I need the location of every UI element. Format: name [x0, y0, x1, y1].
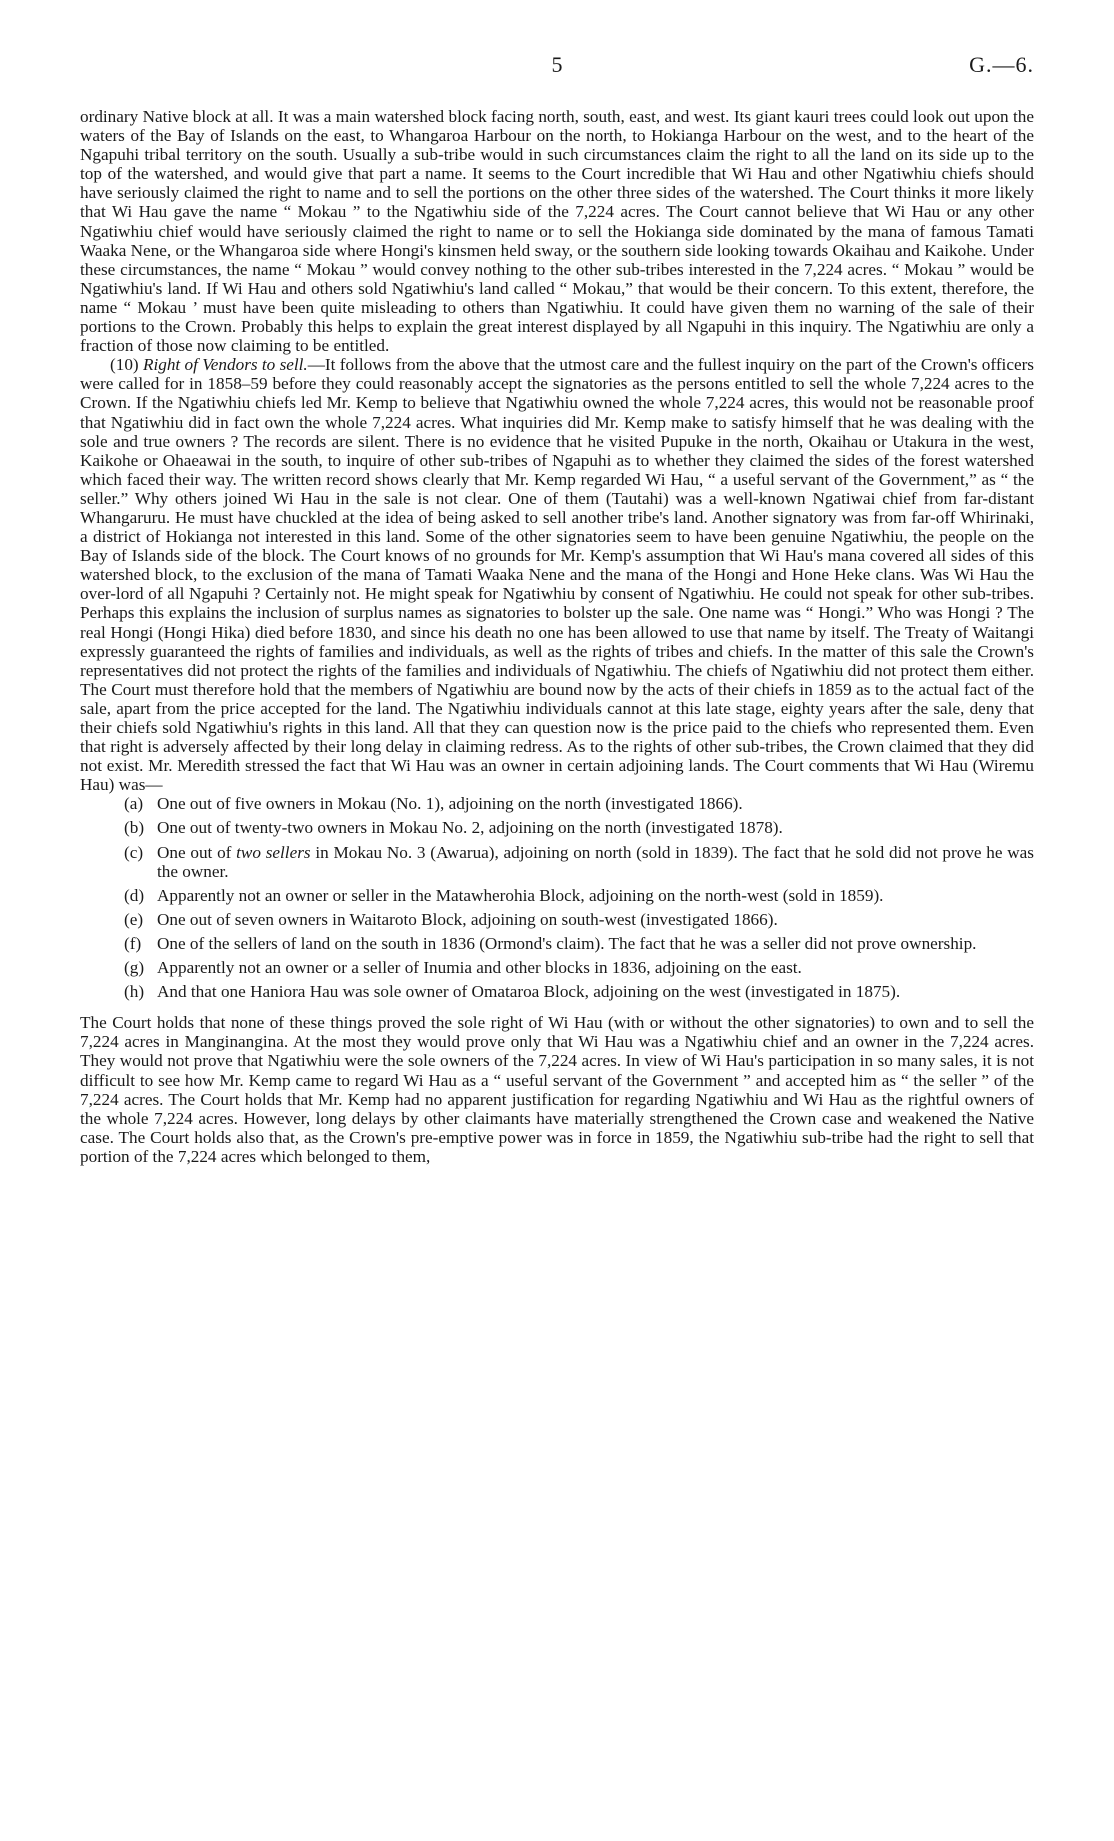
page-header	[80, 52, 1034, 82]
list-item-text: Apparently not an owner or a seller of Inumia and other blocks in 1836, adjoining on the east.	[157, 958, 802, 978]
page-number: 5	[551, 52, 563, 77]
list-item	[80, 818, 1034, 837]
list-item-text: One out of twenty-two owners in Mokau No. 2, adjoining on the north (investigated 1878).	[157, 818, 783, 838]
list-item	[80, 886, 1034, 905]
paragraph-3: The Court holds that none of these things proved the sole right of Wi Hau (with or without the other signatories) to own and to sell the 7,224 acres in Manginangina. At the most they would prove only that Wi Hau was a Ngatiwhiu chief and an owner in the 7,224 acres. They would not prove that Ngatiwhiu were the sole owners of the 7,224 acres. In view of Wi Hau's participation in so many sales, it is not difficult to see how Mr. Kemp came to regard Wi Hau as a “ useful servant of the Government ” and accepted him as “ the seller ” of the 7,224 acres. The Court holds that Mr. Kemp had no apparent justification for regarding Ngatiwhiu and Wi Hau as the rightful owners of the whole 7,224 acres. However, long delays by other claimants have materially strengthened the Crown case and weakened the Native case. The Court holds also that, as the Crown's pre-emptive power was in force in 1859, the Ngatiwhiu sub-tribe had the right to sell that portion of the 7,224 acres which belonged to them,	[80, 1013, 1034, 1166]
list-item	[80, 910, 1034, 929]
list-item-text: One of the sellers of land on the south in 1836 (Ormond's claim). The fact that he was a seller did not prove ownership.	[157, 933, 977, 953]
adjoining-lands-list	[80, 794, 1034, 1001]
list-item-label: (c)	[124, 842, 144, 862]
list-item-text-pre: One out of	[157, 842, 237, 862]
list-item-label: (a)	[124, 794, 144, 814]
body-text	[80, 107, 1034, 1166]
list-item-text-post: in Mokau No. 3 (Awarua), adjoining on north (sold in 1839). The fact that he sold did not prove he was the owner.	[157, 842, 1034, 881]
list-item	[80, 982, 1034, 1001]
list-item	[80, 958, 1034, 977]
list-item	[80, 843, 1034, 881]
list-item-emphasis: two sellers	[236, 842, 311, 862]
section-number: (10)	[110, 355, 143, 375]
paragraph-2-text: —It follows from the above that the utmost care and the fullest inquiry on the part of the Crown's officers were called for in 1858–59 before they could reasonably accept the signatories as the persons entitled to sell the whole 7,224 acres to the Crown. If the Ngatiwhiu chiefs led Mr. Kemp to believe that Ngatiwhiu owned the whole 7,224 acres, this would not be reasonable proof that Ngatiwhiu did in fact own the whole 7,224 acres. What inquiries did Mr. Kemp make to satisfy himself that he was dealing with the sole and true owners ? The records are silent. There is no evidence that he visited Pupuke in the north, Okaihau or Utakura in the west, Kaikohe or Ohaeawai in the south, to inquire of other sub-tribes of Ngapuhi as to whether they claimed the sides of the forest watershed which faced their way. The written record shows clearly that Mr. Kemp regarded Wi Hau, “ a useful servant of the Government,” as “ the seller.” Why others joined Wi Hau in the sale is not clear. One of them (Tautahi) was a well-known Ngatiwai chief from far-distant Whangaruru. He must have chuckled at the idea of being asked to sell another tribe's land. Another signatory was from far-off Whirinaki, a district of Hokianga not interested in this land. Some of the other signatories seem to have been genuine Ngatiwhiu, the people on the Bay of Islands side of the block. The Court knows of no grounds for Mr. Kemp's assumption that Wi Hau's mana covered all sides of this watershed block, to the exclusion of the mana of Tamati Waaka Nene and the mana of the Hongi and Hone Heke clans. Was Wi Hau the over-lord of all Ngapuhi ? Certainly not. He might speak for Ngatiwhiu by consent of Ngatiwhiu. He could not speak for other sub-tribes. Perhaps this explains the inclusion of surplus names as signatories to bolster up the sale. One name was “ Hongi.” Who was Hongi ? The real Hongi (Hongi Hika) died before 1830, and since his death no one has been allowed to use that name by itself. The Treaty of Waitangi expressly guaranteed the rights of families and individuals, as well as the rights of tribes and chiefs. In the matter of this sale the Crown's representatives did not protect the rights of the families and individuals of Ngatiwhiu. The chiefs of Ngatiwhiu did not protect them either. The Court must therefore hold that the members of Ngatiwhiu are bound now by the acts of their chiefs in 1859 as to the actual fact of the sale, apart from the price accepted for the land. The Ngatiwhiu individuals cannot at this late stage, eighty years after the sale, deny that their chiefs sold Ngatiwhiu's rights in this land. All that they can question now is the price paid to the chiefs who represented them. Even that right is adversely affected by their long delay in claiming redress. As to the rights of other sub-tribes, the Crown claimed that they did not exist. Mr. Meredith stressed the fact that Wi Hau was an owner in certain adjoining lands. The Court comments that Wi Hau (Wiremu Hau) was—	[80, 355, 1034, 795]
list-item	[80, 934, 1034, 953]
list-item-label: (d)	[124, 885, 145, 905]
list-item-label: (e)	[124, 909, 144, 929]
list-item-text: One out of seven owners in Waitaroto Block, adjoining on south-west (investigated 1866).	[157, 909, 778, 929]
document-reference: G.—6.	[969, 52, 1034, 77]
list-item-label: (g)	[124, 958, 145, 978]
list-item-label: (b)	[124, 818, 145, 838]
list-item-text: And that one Haniora Hau was sole owner of Omataroa Block, adjoining on the west (investigated in 1875).	[157, 982, 901, 1002]
paragraph-2	[80, 355, 1034, 794]
paragraph-1: ordinary Native block at all. It was a main watershed block facing north, south, east, and west. Its giant kauri trees could look out upon the waters of the Bay of Islands on the east, to Whangaroa Harbour on the north, to Hokianga Harbour on the west, and to the heart of the Ngapuhi tribal territory on the south. Usually a sub-tribe would in such circumstances claim the right to all the land on its side up to the top of the watershed, and would give that part a name. It seems to the Court incredible that Wi Hau and other Ngatiwhiu chiefs should have seriously claimed the right to name and to sell the portions on the other three sides of the watershed. The Court thinks it more likely that Wi Hau gave the name “ Mokau ” to the Ngatiwhiu side of the 7,224 acres. The Court cannot believe that Wi Hau or any other Ngatiwhiu chief would have seriously claimed the right to name or to sell the Hokianga side dominated by the mana of famous Tamati Waaka Nene, or the Whangaroa side where Hongi's kinsmen held sway, or the southern side looking towards Okaihau and Kaikohe. Under these circumstances, the name “ Mokau ” would convey nothing to the other sub-tribes interested in the 7,224 acres. “ Mokau ” would be Ngatiwhiu's land. If Wi Hau and others sold Ngatiwhiu's land called “ Mokau,” that would be their concern. To this extent, therefore, the name “ Mokau ’ must have been quite misleading to others than Ngatiwhiu. It could have given them no warning of the sale of their portions to the Crown. Probably this helps to explain the great interest displayed by all Ngapuhi in this inquiry. The Ngatiwhiu are only a fraction of those now claiming to be entitled.	[80, 107, 1034, 356]
list-item	[80, 794, 1034, 813]
list-item-label: (h)	[124, 982, 145, 1002]
list-item-text: Apparently not an owner or seller in the Matawherohia Block, adjoining on the north-west (sold in 1859).	[157, 885, 884, 905]
list-item-label: (f)	[124, 933, 142, 953]
list-item-text: One out of five owners in Mokau (No. 1), adjoining on the north (investigated 1866).	[157, 794, 743, 814]
section-heading: Right of Vendors to sell.	[142, 355, 308, 375]
